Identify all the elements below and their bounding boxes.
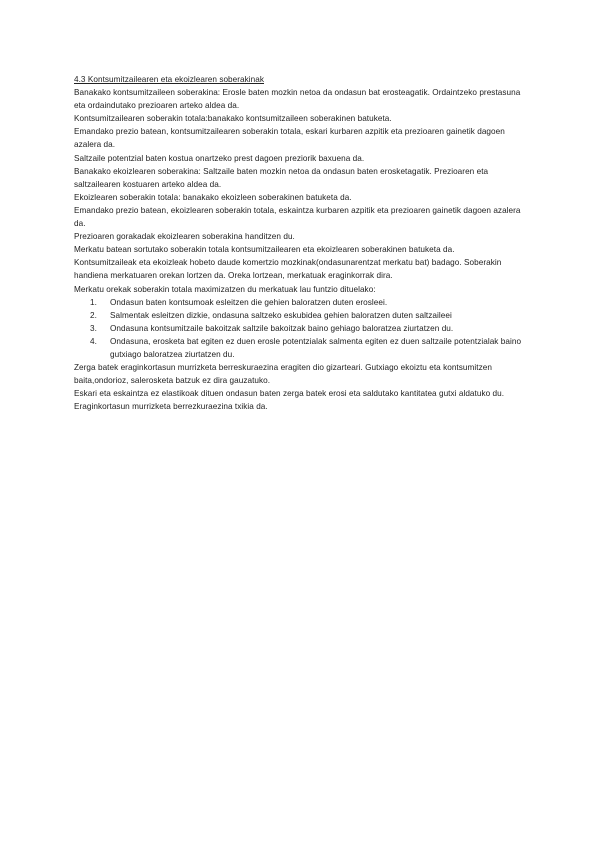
list-item (74, 309, 534, 322)
list-item (74, 296, 534, 309)
paragraph: Banakako kontsumitzaileen soberakina: Erosle baten mozkin netoa da ondasun bat erosteagatik. Ordaintzeko prestasuna eta ordaindutako prezioaren arteko aldea da. (74, 88, 521, 111)
document-page (74, 73, 534, 413)
list-item-text: Ondasun baten kontsumoak esleitzen die gehien baloratzen duten erosleei. (110, 297, 388, 307)
paragraph: Zerga batek eraginkortasun murrizketa berreskuraezina eragiten dio gizarteari. Gutxiago ekoiztu eta kontsumitzen baita,ondorioz, salerosketa batzuk ez dira gauzatuko. (74, 363, 492, 386)
list-item-text: Ondasuna, erosketa bat egiten ez duen erosle potentzialak salmenta egiten ez duen saltzaile potentzialak baino gutxiago baloratzea ziurtatzen du. (110, 336, 522, 359)
list-item-text: Salmentak esleitzen dizkie, ondasuna saltzeko eskubidea gehien baloratzen duten saltzaileei (110, 310, 452, 320)
paragraph: Banakako ekoizlearen soberakina: Saltzaile baten mozkin netoa da ondasun baten erosketagatik. Prezioaren eta saltzailearen kostuaren arteko aldea da. (74, 166, 489, 189)
paragraph: Eskari eta eskaintza ez elastikoak dituen ondasun baten zerga batek erosi eta saldutako kantitatea gutxi aldatuko du. Eraginkortasun murrizketa berrezkuraezina txikia da. (74, 389, 505, 412)
list-number: 4. (90, 336, 97, 346)
list-item-text: Ondasuna kontsumitzaile bakoitzak saltzile bakoitzak baino gehiago baloratzea ziurtatzen du. (110, 323, 454, 333)
list-number: 1. (90, 297, 97, 307)
paragraph: Kontsumitzaileak eta ekoizleak hobeto daude komertzio mozkinak(ondasunarentzat merkatu bat) badago. Soberakin handiena merkatuaren orekan lortzen da. Oreka lortzean, merkatuak eraginkorrak dira. (74, 258, 502, 281)
paragraph: Merkatu orekak soberakin totala maximizatzen du merkatuak lau funtzio dituelako: (74, 284, 376, 294)
list-item (74, 322, 534, 335)
section-heading: 4.3 Kontsumitzailearen eta ekoizlearen soberakinak (74, 75, 265, 84)
paragraph: Prezioaren gorakadak ekoizlearen soberakina handitzen du. (74, 232, 295, 242)
list-item (74, 335, 534, 361)
list-number: 2. (90, 310, 97, 320)
paragraph: Emandako prezio batean, kontsumitzailearen soberakin totala, eskari kurbaren azpitik eta prezioaren gainetik dagoen azalera da. (74, 127, 505, 150)
paragraph: Saltzaile potentzial baten kostua onartzeko prest dagoen preziorik baxuena da. (74, 153, 365, 163)
numbered-list (74, 296, 534, 361)
paragraph: Kontsumitzailearen soberakin totala:banakako kontsumitzaileen soberakinen batuketa. (74, 114, 392, 124)
paragraph: Emandako prezio batean, ekoizlearen soberakin totala, eskaintza kurbaren azpitik eta prezioaren gainetik dagoen azalera da. (74, 205, 521, 229)
paragraph: Merkatu batean sortutako soberakin totala kontsumitzailearen eta ekoizlearen soberakinen batuketa da. (74, 245, 455, 255)
paragraph: Ekoizlearen soberakin totala: banakako ekoizleen soberakinen batuketa da. (74, 192, 352, 202)
list-number: 3. (90, 323, 97, 333)
